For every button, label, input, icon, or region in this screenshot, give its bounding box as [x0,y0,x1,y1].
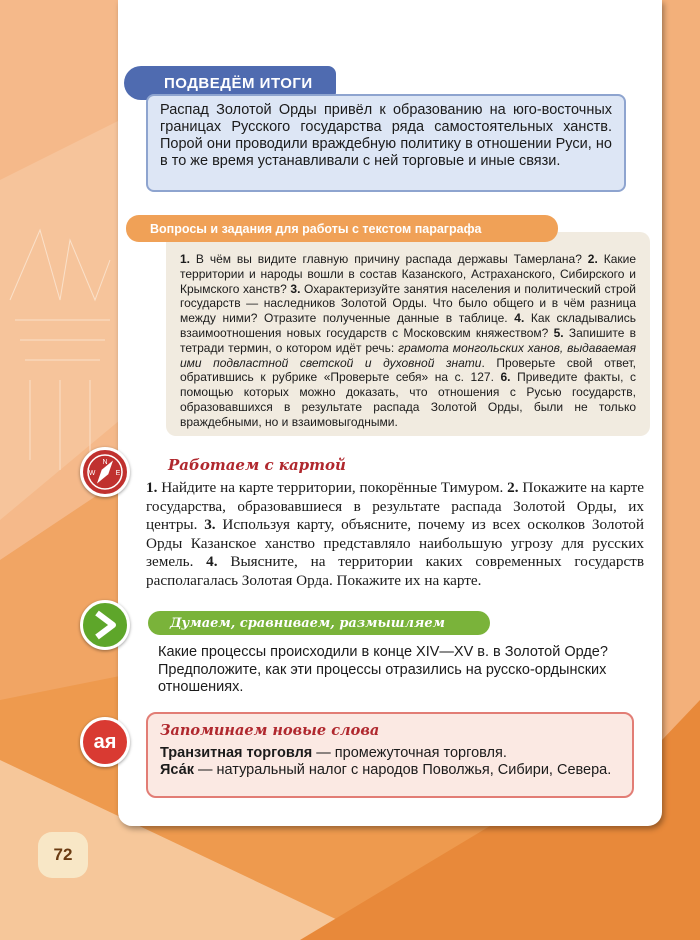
question-number: 5. [553,325,564,340]
new-word-definition: — промежуточная торговля. [312,745,507,761]
letters-icon [80,717,130,767]
page-number: 72 [38,832,88,878]
compass-west-letter: W [88,470,96,477]
map-heading: Работаем с картой [168,456,346,474]
map-task-number: 4. [206,553,218,571]
question-text: Запишите в тетради термин, о котором идёт речь: [180,325,636,355]
question-text: В чём вы видите главную причину распада державы Тамерлана? [190,252,588,266]
letters-icon-text: ая [93,730,117,753]
new-words-box [146,712,634,798]
compass-north-letter: N [102,459,108,466]
map-task-text: Используя карту, объясните, почему из всех осколков Золотой Орды Казанское ханство представляло наибольшую угрозу для русских земель. [146,516,644,571]
question-term: грамота монгольских ханов, выдаваемая ими подвластной светской и духовной знати [180,340,637,370]
question-number: 2. [587,252,598,266]
summary-title: ПОДВЕДЁМ ИТОГИ [124,66,336,100]
question-number: 4. [514,311,525,326]
question-text: Охарактеризуйте занятия населения и политический строй государств — наследников Золотой Орды. Что было общего и в чём разница между ними? Отразите полученные данные в таблице. [180,281,636,326]
new-words-list [160,745,620,779]
new-words-heading: Запоминаем новые слова [160,722,380,739]
think-heading: Думаем, сравниваем, размышляем [148,611,490,635]
question-number: 3. [290,281,301,296]
question-text: Какие территории и народы вошли в состав Казанского, Астраханского, Сибирского и Крымского ханств? [180,252,637,296]
questions-title: Вопросы и задания для работы с текстом параграфа [126,215,558,242]
new-word-term: Транзитная торговля [160,745,313,761]
map-task-number: 3. [204,516,216,534]
arrow-right-icon [80,600,130,650]
map-task-text: Покажите на карте государства, образовавшиеся в результате распада Золотой Орды, их центры. [146,479,644,534]
question-number: 1. [180,252,191,266]
new-word-definition: — натуральный налог с народов Поволжья, Сибири, Севера. [193,762,612,778]
new-word-entry [160,762,620,779]
compass-east-letter: E [115,470,121,477]
question-text: . Проверьте свой ответ, обратившись к рубрике «Проверьте себя» на с. 127. [180,355,636,385]
question-text: Как складывались взаимоотношения новых государств с Московским княжеством? [180,311,637,340]
map-task-number: 1. [146,479,158,496]
questions-box [166,232,650,436]
map-tasks [146,479,644,591]
compass-icon [80,447,130,497]
think-text: Какие процессы происходили в конце XIV—XV в. в Золотой Орде? Предположите, как эти процессы отразились на русско-ордынских отношениях. [158,644,608,695]
map-task-text: Найдите на карте территории, покорённые Тимуром. [157,479,508,496]
new-word-term: Яса́к [160,762,194,778]
map-task-number: 2. [507,479,519,496]
summary-box: Распад Золотой Орды привёл к образованию на юго-восточных границах Русского государства ряда самостоятельных ханств. Порой они проводили враждебную политику в отношении Руси, но в то же время устанавливали с ней торговые и иные связи. [146,94,626,192]
question-text: Приведите факты, с помощью которых можно доказать, что отношения с Русью государств, образовавшихся в результате распада Золотой Орды, были не только враждебными, но и взаимовыгодными. [180,370,636,429]
new-word-entry [160,745,620,762]
question-number: 6. [500,370,511,385]
map-task-text: Выясните, на территории каких современных государств располагалась Золотая Орда. Покажите их на карте. [146,553,644,589]
